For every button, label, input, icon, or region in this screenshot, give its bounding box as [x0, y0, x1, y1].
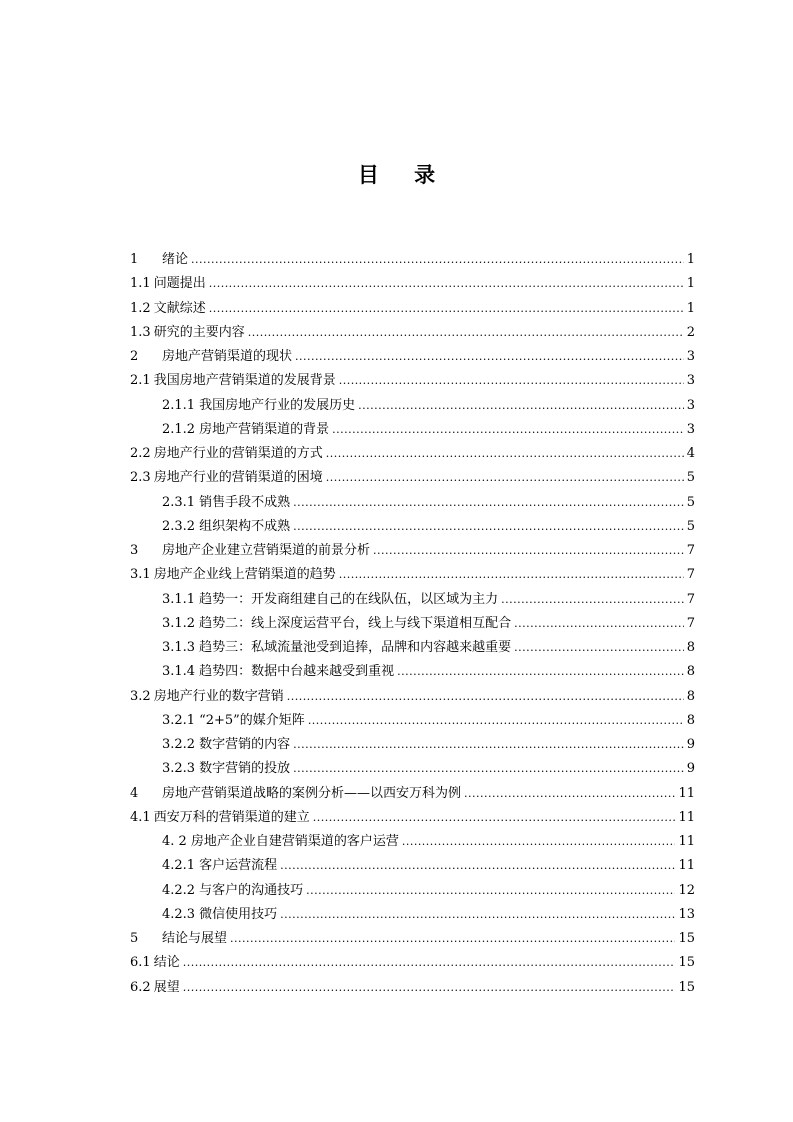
toc-entry-number: 2.3 — [130, 470, 151, 486]
toc-page-number: 3 — [686, 421, 695, 437]
toc-dot-leader — [295, 347, 684, 367]
toc-page-number: 9 — [686, 761, 695, 777]
toc-entry-number: 3 — [130, 543, 139, 558]
toc-dot-leader — [464, 784, 675, 804]
toc-entry-number: 1 — [130, 252, 139, 267]
toc-entry-number: 5 — [130, 931, 139, 946]
toc-dot-leader — [373, 541, 684, 561]
toc-entry-label — [130, 250, 188, 270]
toc-entry-text: 问题提出 — [153, 276, 206, 292]
toc-entry[interactable] — [130, 541, 695, 565]
toc-entry-label — [130, 687, 284, 707]
toc-entry-text: 西安万科的营销渠道的建立 — [153, 809, 310, 825]
toc-entry[interactable] — [130, 759, 695, 783]
toc-entry-number: 6.2 — [130, 979, 151, 995]
toc-entry-text: 房地产行业的数字营销 — [153, 688, 284, 704]
toc-entry-text: 房地产行业的营销渠道的困境 — [153, 470, 323, 486]
toc-entry[interactable] — [130, 638, 695, 662]
toc-entry-number: 4 — [130, 785, 139, 801]
toc-entry-text: 数字营销的内容 — [199, 737, 291, 752]
toc-entry-label — [130, 978, 180, 998]
toc-entry-text: 房地产营销渠道战略的案例分析——以西安万科为例 — [162, 785, 462, 801]
toc-entry-text: 房地产营销渠道的背景 — [199, 421, 330, 437]
toc-entry-text: 文献综述 — [153, 300, 206, 316]
toc-entry[interactable] — [130, 735, 695, 759]
toc-entry-label — [130, 808, 310, 828]
toc-page-number: 3 — [686, 373, 695, 389]
toc-page-number: 7 — [686, 615, 695, 631]
toc-entry-text: 房地产企业建立营销渠道的前景分析 — [162, 543, 371, 558]
toc-entry-text: 房地产营销渠道的现状 — [162, 349, 293, 364]
toc-entry[interactable] — [130, 953, 695, 977]
toc-page-number: 12 — [678, 882, 695, 898]
toc-entry-label — [162, 614, 511, 634]
toc-entry-number: 1.1 — [130, 276, 151, 292]
toc-page-number: 1 — [686, 252, 695, 267]
table-of-contents — [130, 250, 695, 1002]
toc-entry-number: 4.1 — [130, 809, 151, 825]
toc-entry-label — [130, 299, 206, 319]
toc-entry-label — [130, 347, 292, 367]
toc-page-number: 9 — [686, 737, 695, 752]
toc-page-number: 11 — [678, 834, 695, 849]
toc-entry-number: 2.1.2 — [162, 421, 196, 437]
toc-entry-text: 组织架构不成熟 — [199, 518, 291, 534]
toc-entry-label — [130, 929, 227, 949]
toc-entry-text: 数字营销的投放 — [199, 761, 291, 777]
toc-entry-text: 微信使用技巧 — [199, 906, 278, 922]
toc-entry-number: 3.2.1 — [162, 712, 196, 728]
toc-page-number: 15 — [678, 931, 695, 946]
toc-page-number: 5 — [686, 470, 695, 486]
toc-entry-text: 展望 — [153, 979, 180, 995]
toc-entry-number: 2.1.1 — [162, 397, 196, 413]
toc-page-number: 1 — [686, 276, 695, 292]
toc-entry[interactable] — [130, 396, 695, 420]
toc-dot-leader — [339, 371, 684, 391]
toc-entry[interactable] — [130, 711, 695, 735]
toc-page-number: 5 — [686, 494, 695, 510]
toc-entry-number: 1.2 — [130, 300, 151, 316]
toc-entry-label — [130, 953, 180, 973]
toc-entry-label — [162, 759, 290, 779]
toc-entry[interactable] — [130, 299, 695, 323]
toc-entry-number: 2 — [130, 349, 139, 364]
toc-entry-text: 研究的主要内容 — [153, 324, 245, 340]
toc-entry-label — [162, 735, 290, 755]
toc-entry-label — [130, 371, 336, 391]
toc-page-number: 5 — [686, 518, 695, 534]
toc-entry-number: 2.3.2 — [162, 518, 196, 534]
toc-entry[interactable] — [130, 493, 695, 517]
toc-page-number: 7 — [686, 543, 695, 558]
toc-page-number: 8 — [686, 688, 695, 704]
toc-page-number: 8 — [686, 664, 695, 680]
toc-dot-leader — [358, 396, 684, 416]
toc-entry-label — [162, 905, 277, 925]
toc-entry-number: 2.1 — [130, 373, 151, 389]
toc-dot-leader — [209, 299, 684, 319]
toc-page-number: 1 — [686, 300, 695, 316]
toc-dot-leader — [183, 953, 676, 973]
toc-entry-label — [162, 517, 290, 537]
toc-dot-leader — [209, 274, 684, 294]
page-title: 目 录 — [357, 163, 450, 187]
toc-entry-text: 房地产企业线上营销渠道的趋势 — [153, 567, 336, 583]
toc-page-number: 15 — [678, 979, 695, 995]
toc-entry[interactable] — [130, 687, 695, 711]
toc-dot-leader — [293, 517, 684, 537]
toc-entry[interactable] — [130, 347, 695, 371]
toc-entry-text: “2+5”的媒介矩阵 — [199, 712, 305, 728]
toc-entry-text: 趋势四：数据中台越来越受到重视 — [199, 664, 395, 680]
toc-entry-number: 3.1.2 — [162, 615, 196, 631]
toc-page-number: 4 — [686, 446, 695, 461]
toc-entry-text: 与客户的沟通技巧 — [199, 882, 304, 898]
toc-entry-number: 2.2 — [130, 446, 151, 461]
toc-entry[interactable] — [130, 905, 695, 929]
toc-entry-label — [130, 444, 323, 464]
toc-page-number: 3 — [686, 349, 695, 364]
toc-dot-leader — [183, 978, 676, 998]
toc-entry-label — [162, 493, 290, 513]
toc-dot-leader — [514, 638, 684, 658]
toc-entry[interactable] — [130, 929, 695, 953]
toc-entry[interactable] — [130, 614, 695, 638]
toc-dot-leader — [287, 687, 684, 707]
toc-entry[interactable] — [130, 444, 695, 468]
toc-entry-label — [162, 832, 399, 852]
toc-page-number: 8 — [686, 640, 695, 655]
toc-dot-leader — [326, 444, 684, 464]
toc-entry-label — [130, 274, 206, 294]
toc-page-number: 7 — [686, 567, 695, 583]
toc-dot-leader — [293, 735, 684, 755]
toc-entry-text: 销售手段不成熟 — [199, 494, 291, 510]
toc-dot-leader — [514, 614, 684, 634]
toc-entry-label — [162, 396, 355, 416]
toc-dot-leader — [402, 832, 676, 852]
toc-entry-text: 我国房地产营销渠道的发展背景 — [153, 373, 336, 389]
toc-entry-text: 绪论 — [162, 252, 189, 267]
toc-entry[interactable] — [130, 274, 695, 298]
toc-entry-number: 3.2.3 — [162, 761, 196, 777]
toc-dot-leader — [339, 565, 684, 585]
toc-dot-leader — [332, 420, 684, 440]
toc-entry[interactable] — [130, 662, 695, 686]
toc-entry-number: 3.1.3 — [162, 640, 196, 655]
toc-entry-label — [162, 590, 498, 610]
toc-entry[interactable] — [130, 517, 695, 541]
toc-page-number: 15 — [678, 955, 695, 971]
toc-entry-number: 1.3 — [130, 324, 151, 340]
toc-dot-leader — [248, 323, 684, 343]
toc-entry-label — [162, 662, 394, 682]
toc-entry-text: 趋势二：线上深度运营平台，线上与线下渠道相互配合 — [199, 615, 512, 631]
toc-entry-text: 客户运营流程 — [199, 858, 278, 874]
toc-entry-text: 结论与展望 — [162, 931, 228, 946]
toc-entry-number: 3.2.2 — [162, 737, 196, 752]
toc-page-number: 7 — [686, 591, 695, 607]
toc-entry-label — [162, 856, 277, 876]
toc-entry[interactable] — [130, 250, 695, 274]
toc-entry-text: 结论 — [153, 955, 180, 971]
toc-entry[interactable] — [130, 832, 695, 856]
toc-entry-text: 趋势三：私域流量池受到追捧，品牌和内容越来越重要 — [199, 640, 512, 655]
toc-entry-number: 3.2 — [130, 688, 151, 704]
toc-entry-number: 3.1.1 — [162, 591, 196, 607]
toc-page-number: 13 — [678, 906, 695, 922]
toc-entry-label — [162, 638, 511, 658]
toc-entry-number: 4. 2 — [162, 834, 187, 849]
toc-dot-leader — [306, 881, 675, 901]
toc-page-number: 3 — [686, 397, 695, 413]
toc-entry[interactable] — [130, 468, 695, 492]
toc-dot-leader — [313, 808, 676, 828]
toc-entry-number: 4.2.1 — [162, 858, 196, 874]
toc-entry-label — [130, 784, 461, 804]
toc-entry[interactable] — [130, 784, 695, 808]
toc-entry-text: 趋势一：开发商组建自己的在线队伍，以区域为主力 — [199, 591, 499, 607]
toc-entry-number: 3.1.4 — [162, 664, 196, 680]
toc-dot-leader — [293, 759, 684, 779]
toc-page-number: 11 — [678, 785, 695, 801]
toc-entry-label — [130, 468, 323, 488]
toc-entry[interactable] — [130, 565, 695, 589]
toc-entry[interactable] — [130, 856, 695, 880]
toc-entry[interactable] — [130, 371, 695, 395]
toc-dot-leader — [326, 468, 684, 488]
toc-dot-leader — [501, 590, 684, 610]
toc-entry-label — [130, 565, 336, 585]
toc-dot-leader — [397, 662, 684, 682]
toc-page-number: 2 — [686, 324, 695, 340]
toc-entry[interactable] — [130, 323, 695, 347]
toc-page-number: 8 — [686, 712, 695, 728]
toc-entry-text: 房地产行业的营销渠道的方式 — [153, 446, 323, 461]
toc-entry-text: 我国房地产行业的发展历史 — [199, 397, 356, 413]
toc-dot-leader — [308, 711, 684, 731]
toc-dot-leader — [191, 250, 684, 270]
toc-dot-leader — [280, 905, 675, 925]
toc-entry-number: 6.1 — [130, 955, 151, 971]
toc-entry-number: 4.2.3 — [162, 906, 196, 922]
toc-page-number: 11 — [678, 858, 695, 874]
toc-entry[interactable] — [130, 808, 695, 832]
toc-entry[interactable] — [130, 590, 695, 614]
toc-dot-leader — [280, 856, 675, 876]
toc-entry-label — [162, 711, 305, 731]
toc-entry-label — [162, 881, 303, 901]
toc-entry-label — [130, 323, 245, 343]
toc-entry-label — [162, 420, 329, 440]
toc-entry[interactable] — [130, 881, 695, 905]
toc-entry-label — [130, 541, 370, 561]
toc-dot-leader — [230, 929, 675, 949]
toc-entry[interactable] — [130, 978, 695, 1002]
toc-entry-number: 2.3.1 — [162, 494, 196, 510]
toc-entry-text: 房地产企业自建营销渠道的客户运营 — [190, 834, 399, 849]
toc-entry-number: 3.1 — [130, 567, 151, 583]
toc-dot-leader — [293, 493, 684, 513]
toc-entry[interactable] — [130, 420, 695, 444]
toc-page-number: 11 — [678, 809, 695, 825]
toc-entry-number: 4.2.2 — [162, 882, 196, 898]
